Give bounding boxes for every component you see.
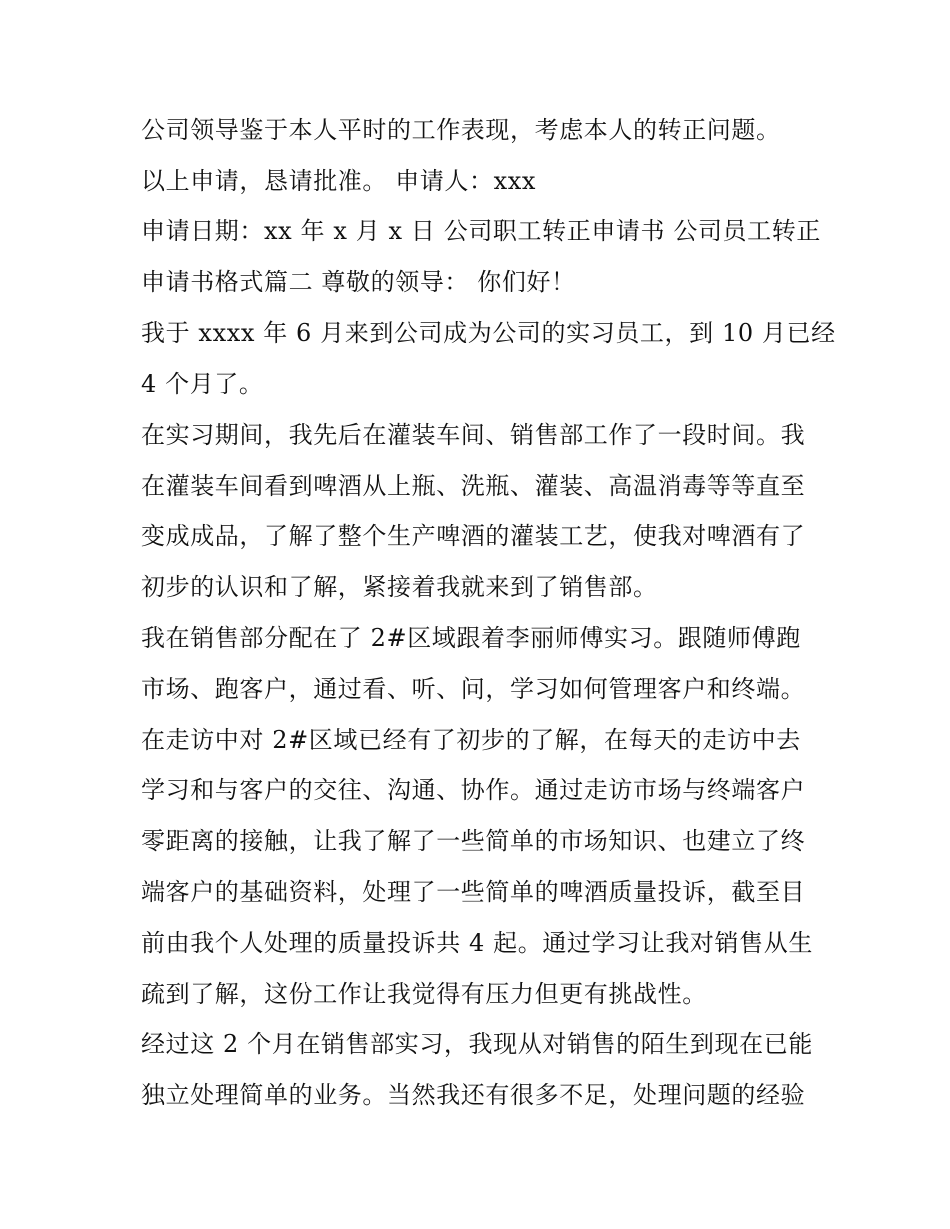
text-line: 以上申请，恳请批准。 申请人：xxx — [141, 167, 537, 195]
text-line: 变成成品，了解了整个生产啤酒的灌装工艺，使我对啤酒有了 — [141, 522, 806, 550]
text-line: 4 个月了。 — [141, 370, 264, 398]
text-line: 疏到了解，这份工作让我觉得有压力但更有挑战性。 — [141, 980, 707, 1008]
text-line: 零距离的接触，让我了解了一些简单的市场知识、也建立了终 — [141, 827, 806, 855]
text-line: 前由我个人处理的质量投诉共 4 起。通过学习让我对销售从生 — [141, 929, 813, 957]
text-line: 市场、跑客户，通过看、听、问，学习如何管理客户和终端。 — [141, 675, 806, 703]
text-line: 在灌装车间看到啤酒从上瓶、洗瓶、灌装、高温消毒等等直至 — [141, 472, 806, 500]
text-line: 我于 xxxx 年 6 月来到公司成为公司的实习员工，到 10 月已经 — [141, 319, 836, 347]
text-line: 经过这 2 个月在销售部实习，我现从对销售的陌生到现在已能 — [141, 1030, 813, 1058]
text-line: 申请书格式篇二 尊敬的领导： 你们好！ — [141, 268, 576, 296]
text-line: 在实习期间，我先后在灌装车间、销售部工作了一段时间。我 — [141, 421, 806, 449]
text-line: 独立处理简单的业务。当然我还有很多不足，处理问题的经验 — [141, 1081, 806, 1109]
text-line: 在走访中对 2#区域已经有了初步的了解，在每天的走访中去 — [141, 726, 801, 754]
text-line: 公司领导鉴于本人平时的工作表现，考虑本人的转正问题。 — [141, 116, 781, 144]
text-line: 初步的认识和了解，紧接着我就来到了销售部。 — [141, 573, 658, 601]
text-line: 学习和与客户的交往、沟通、协作。通过走访市场与终端客户 — [141, 776, 806, 804]
text-line: 申请日期：xx 年 x 月 x 日 公司职工转正申请书 公司员工转正 — [141, 217, 821, 245]
text-line: 端客户的基础资料，处理了一些简单的啤酒质量投诉，截至目 — [141, 878, 806, 906]
text-line: 我在销售部分配在了 2#区域跟着李丽师傅实习。跟随师傅跑 — [141, 624, 801, 652]
